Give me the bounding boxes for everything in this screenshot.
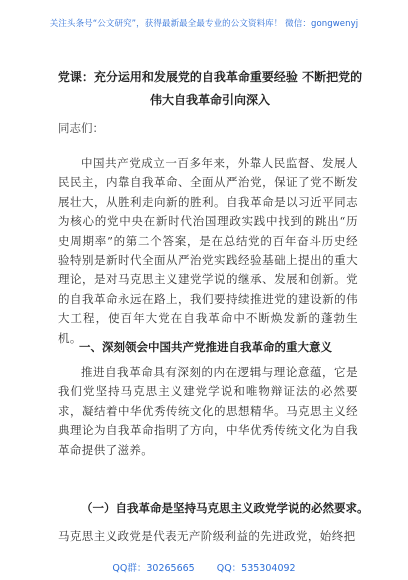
paragraph-subsection-1: 马克思主义政党是代表无产阶级利益的先进政党，始终把 [58,529,356,543]
document-title-line2: 伟大自我革命引向深入 [149,93,270,107]
paragraph-section-1: 推进自我革命具有深刻的内在逻辑与理论意蕴，它是我们党坚持马克思主义建党学说和唯物辩证法的必然要求，凝结着中华优秀传统文化的思想精华。马克思主义经典理论为自我革命指明了方向，中华优秀传统文化为自我革命提供了滋养。 [58,365,358,457]
bottom-contact-bar [0,560,408,574]
banner-text: 关注头条号“公文研究”，获得最新最全最专业的公文资料库！ 微信：gongwenyj [49,19,359,29]
section-heading-1: 一、深刻领会中国共产党推进自我革命的重大意义 [79,340,332,354]
document-title-line1: 党课：充分运用和发展党的自我革命重要经验 不断把党的 [57,70,363,84]
top-banner [0,0,408,46]
paragraph-intro: 中国共产党成立一百多年来，外靠人民监督、发展人民民主，内靠自我革命、全面从严治党，保证了党不断发展壮大，从胜利走向新的胜利。自我革命是以习近平同志为核心的党中央在新时代治国理政实践中找到的跳出“历史周期率”的第二个答案，是在总结党的百年奋斗历史经验特别是新时代全面从严治党实践经验基础上提出的重大理论，是对马克思主义建党学说的继承、发展和创新。党的自我革命永远在路上，我们要持续推进党的建设新的伟大工程，使百年大党在自我革命中不断焕发新的蓬勃生机。 [58,156,358,345]
subsection-heading-1: （一）自我革命是坚持马克思主义政党学说的必然要求。 [81,501,369,515]
qq-group-number: QQ群：30265665 [112,563,195,574]
qq-number: QQ：535304092 [216,563,296,574]
greeting: 同志们： [58,121,104,135]
